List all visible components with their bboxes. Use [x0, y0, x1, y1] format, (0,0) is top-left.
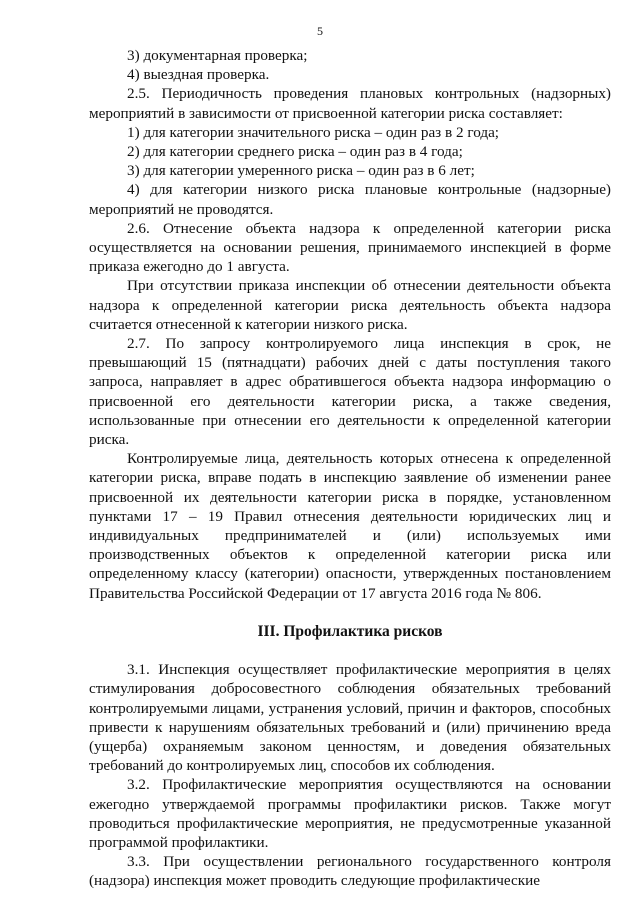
paragraph: 3) для категории умеренного риска – один раз в 6 лет;: [127, 162, 475, 180]
paragraph: 4) для категории низкого риска плановые контрольные (надзорные) мероприятий не проводятся.: [89, 181, 611, 218]
paragraph: Контролируемые лица, деятельность которых отнесена к определенной категории риска, вправе подать в инспекцию заявление об изменении ранее присвоенной их деятельности категории риска в порядке, установленном пунктами 17 – 19 Правил отнесения деятельности юридических лиц и индивидуальных предпринимателей и (или) используемых ими производственных объектов к определенной категории риска или определенному классу (категории) опасности, утвержденных постановлением Правительства Российской Федерации от 17 августа 2016 года № 806.: [89, 450, 611, 602]
paragraph-2-7: 2.7. По запросу контролируемого лица инспекция в срок, не превышающий 15 (пятнадцати) рабочих дней с даты поступления такого запроса, направляет в адрес обратившегося объекта надзора информацию о присвоенной его деятельности категории риска, а также сведения, использованные при отнесении его деятельности к определенной категории риска.: [89, 335, 611, 449]
section-heading: III. Профилактика рисков: [257, 622, 443, 640]
paragraph-2-6: 2.6. Отнесение объекта надзора к определенной категории риска осуществляется на основании решения, принимаемого инспекцией в форме приказа ежегодно до 1 августа.: [89, 219, 611, 276]
paragraph-3-3: 3.3. При осуществлении регионального государственного контроля (надзора) инспекция может проводить следующие профилактические: [89, 853, 611, 890]
paragraph-2-5: 2.5. Периодичность проведения плановых контрольных (надзорных) мероприятий в зависимости от присвоенной категории риска составляет:: [89, 85, 611, 122]
paragraph: 2) для категории среднего риска – один раз в 4 года;: [127, 143, 463, 161]
paragraph: При отсутствии приказа инспекции об отнесении деятельности объекта надзора к определенной категории риска деятельность объекта надзора считается отнесенной к категории низкого риска.: [89, 277, 611, 333]
paragraph-3-1: 3.1. Инспекция осуществляет профилактические мероприятия в целях стимулирования добросовестного соблюдения обязательных требований контролируемыми лицами, устранения условий, причин и факторов, способных привести к нарушениям обязательных требований и (или) причинению вреда (ущерба) охраняемым законом ценностям, и доведения обязательных требований до контролируемых лиц, способов их соблюдения.: [89, 661, 611, 775]
document-body: [89, 46, 611, 891]
paragraph: 1) для категории значительного риска – один раз в 2 года;: [127, 123, 500, 141]
paragraph: 3) документарная проверка;: [127, 47, 308, 64]
paragraph: 4) выездная проверка.: [127, 66, 270, 84]
paragraph-3-2: 3.2. Профилактические мероприятия осуществляются на основании ежегодно утверждаемой программы профилактики рисков. Также могут проводиться профилактические мероприятия, не предусмотренные указанной программой профилактики.: [89, 776, 611, 851]
page-number: 5: [317, 24, 323, 38]
